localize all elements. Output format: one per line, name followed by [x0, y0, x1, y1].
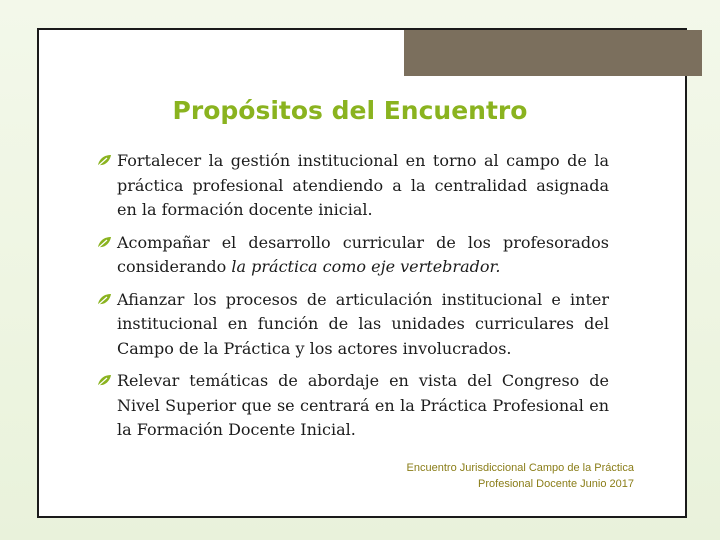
- bullet-item: [97, 288, 609, 362]
- leaf-bullet-icon: [97, 374, 112, 387]
- slide-title: Propósitos del Encuentro: [172, 96, 528, 125]
- bullet-item: [97, 369, 609, 443]
- leaf-bullet-icon: [97, 293, 112, 306]
- header-accent-bar: [404, 30, 702, 76]
- bullet-text: Afianzar los procesos de articulación institucional e inter institucional en función de las unidades curriculares del Campo de la Práctica y los actores involucrados.: [117, 289, 609, 358]
- slide-footer: [380, 460, 634, 492]
- bullet-list: [97, 149, 609, 451]
- bullet-text: Relevar temáticas de abordaje en vista del Congreso de Nivel Superior que se centrará en la Práctica Profesional en la Formación Docente Inicial.: [117, 371, 609, 439]
- bullet-text: Acompañar el desarrollo curricular de los profesorados considerando: [117, 232, 609, 276]
- footer-line: Profesional Docente Junio 2017: [478, 478, 634, 490]
- footer-line: Encuentro Jurisdiccional Campo de la Práctica: [406, 462, 634, 474]
- bullet-item: [97, 231, 609, 280]
- leaf-bullet-icon: [97, 154, 112, 167]
- bullet-text: Fortalecer la gestión institucional en torno al campo de la práctica profesional atendiendo a la centralidad asignada en la formación docente inicial.: [117, 151, 609, 219]
- bullet-item: [97, 149, 609, 223]
- leaf-bullet-icon: [97, 236, 112, 249]
- bullet-emphasis: la práctica como eje vertebrador.: [231, 257, 501, 276]
